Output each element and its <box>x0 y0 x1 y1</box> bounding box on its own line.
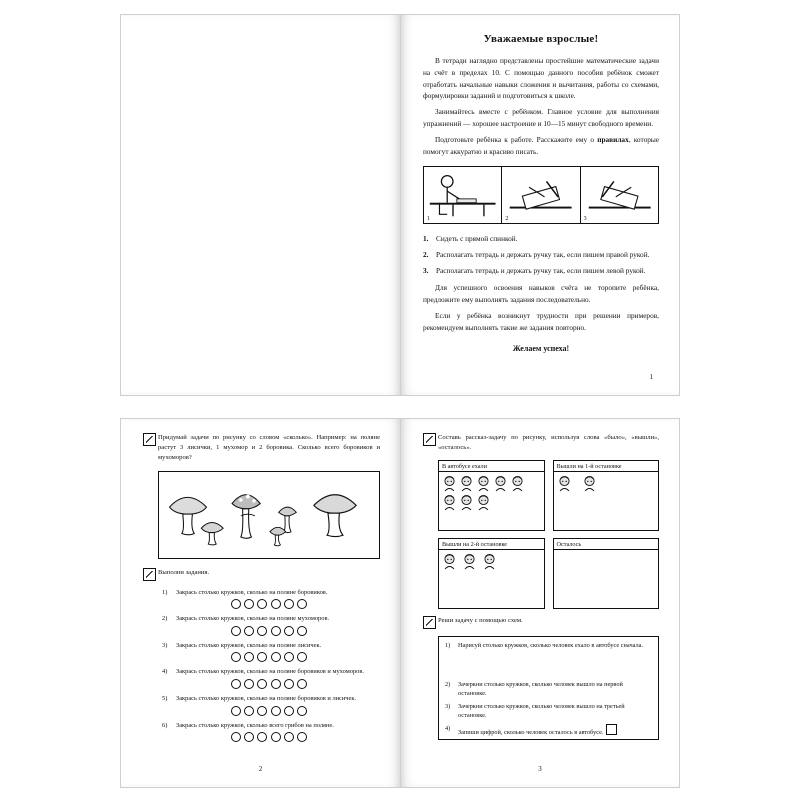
child-icon <box>442 494 457 511</box>
rule-number: 2. <box>423 249 429 259</box>
schema-draw-area[interactable] <box>445 654 652 680</box>
item-text: Закрась столько кружков, сколько на поляне боровиков. <box>176 588 328 596</box>
story-cell <box>553 538 660 609</box>
circle[interactable] <box>284 652 294 662</box>
circle[interactable] <box>244 652 254 662</box>
book-spread-bottom <box>120 418 680 788</box>
page-folio: 2 <box>258 765 263 773</box>
mushrooms-illustration <box>158 471 380 559</box>
right-hand-writing-icon <box>502 167 579 223</box>
circle[interactable] <box>297 652 307 662</box>
intro-paragraph-1: В тетради наглядно представлены простейшие математические задачи на счёт в пределах 10. С помощью данного пособия ребёнок сможет отработать начальные навыки сложения и вычитания, работы со схемами, формулировки заданий и подготовиться к школе. <box>423 56 659 101</box>
task-1-text: Составь рассказ-задачу по рисунку, используя слова «было», «вышли», «осталось». <box>438 434 659 452</box>
task-1 <box>423 433 659 453</box>
fly-agaric-1 <box>232 494 260 538</box>
story-cell-caption: Вышли на 1-й остановке <box>554 461 659 472</box>
circle[interactable] <box>231 679 241 689</box>
schema-item <box>445 702 652 721</box>
circle[interactable] <box>297 706 307 716</box>
list-item <box>158 721 380 731</box>
item-text: Закрась столько кружков, сколько на поляне боровиков и мухоморов. <box>176 668 364 676</box>
circle[interactable] <box>271 706 281 716</box>
list-item <box>158 694 380 704</box>
child-icon <box>476 494 491 511</box>
circle[interactable] <box>271 679 281 689</box>
circle[interactable] <box>271 732 281 742</box>
posture-figure-1 <box>424 167 502 223</box>
story-cell-caption: Вышли на 2-й остановке <box>439 539 544 550</box>
circle-row[interactable] <box>158 732 380 742</box>
child-icon <box>459 475 474 492</box>
page-tasks-left <box>120 418 400 788</box>
intro-body-after <box>423 282 659 333</box>
item-number: 6) <box>162 721 168 729</box>
intro-paragraph-4: Если у ребёнка возникнут трудности при решении примеров, рекомендуем выполнять такие же задания повторно. <box>423 311 659 332</box>
pencil-icon <box>143 568 156 581</box>
intro-paragraph-rules <box>423 134 659 158</box>
task-2 <box>143 568 380 581</box>
pencil-marker <box>143 568 158 581</box>
rule-item <box>423 233 659 244</box>
rules-lead: Подготовьте ребёнка к работе. Расскажите ему о <box>435 134 598 144</box>
item-number: 4) <box>445 724 451 732</box>
item-number: 3) <box>162 641 168 649</box>
item-text: Закрась столько кружков, сколько всего грибов на поляне. <box>176 721 334 729</box>
intro-title: Уважаемые взрослые! <box>483 33 599 45</box>
item-number: 5) <box>162 695 168 703</box>
story-cell-caption: В автобусе ехали <box>439 461 544 472</box>
task-1 <box>143 433 380 464</box>
circle[interactable] <box>244 599 254 609</box>
circle[interactable] <box>297 732 307 742</box>
child-icon <box>482 553 497 570</box>
item-number: 4) <box>162 668 168 676</box>
rules-bold: правилах <box>597 134 629 144</box>
rule-item <box>423 249 659 260</box>
circle[interactable] <box>231 599 241 609</box>
circle-row[interactable] <box>158 706 380 716</box>
circle[interactable] <box>244 732 254 742</box>
posture-figures <box>423 166 659 224</box>
circle-row[interactable] <box>158 679 380 689</box>
child-icon <box>442 553 457 570</box>
task-2-text: Реши задачу с помощью схем. <box>438 617 523 625</box>
page-tasks-right <box>400 418 680 788</box>
page-blank-left <box>120 14 400 396</box>
item-text-body: Запиши цифрой, сколько человек осталось в автобусе. <box>458 728 604 736</box>
boletus-1 <box>170 497 207 534</box>
item-text: Закрась столько кружков, сколько на поляне лисичек. <box>176 641 322 649</box>
circle[interactable] <box>284 679 294 689</box>
rules-tail: , которые помогут аккуратно и красиво писать. <box>423 134 660 156</box>
item-text: Зачеркни столько кружков, сколько человек вышло на третьей остановке. <box>458 702 625 720</box>
item-number: 1) <box>445 642 451 650</box>
circle[interactable] <box>244 626 254 636</box>
circle-row[interactable] <box>158 599 380 609</box>
story-cell-body <box>554 472 659 530</box>
intro-paragraph-2: Занимайтесь вместе с ребёнком. Главное условие для выполнения упражнений — хорошее настроение и 10—15 минут свободного времени. <box>423 107 659 129</box>
circle[interactable] <box>297 679 307 689</box>
circle[interactable] <box>257 626 267 636</box>
pencil-marker <box>423 616 438 629</box>
page-folio: 1 <box>649 373 653 381</box>
pencil-icon <box>423 616 436 629</box>
task-2-text: Выполни задания. <box>158 568 210 576</box>
circle-row[interactable] <box>158 652 380 662</box>
list-item <box>158 614 380 624</box>
circle[interactable] <box>231 626 241 636</box>
circle[interactable] <box>271 652 281 662</box>
circle[interactable] <box>257 732 267 742</box>
task-1-text: Придумай задачи по рисунку со словом «сколько». Например: на поляне растут 3 лисички, 1 мухомор и 2 боровика. Сколько всего боровиков и мухоморов? <box>158 434 380 462</box>
child-icon <box>462 553 477 570</box>
story-cell-body-empty[interactable] <box>554 550 659 608</box>
child-icon <box>510 475 525 492</box>
child-icon <box>493 475 508 492</box>
figure-number-3: 3 <box>583 215 587 222</box>
child-icon <box>557 475 572 492</box>
story-cell <box>438 460 545 531</box>
circle[interactable] <box>297 599 307 609</box>
list-item <box>158 641 380 651</box>
item-text: Закрась столько кружков, сколько на поляне мухоморов. <box>176 615 330 623</box>
circle[interactable] <box>284 599 294 609</box>
item-text <box>458 724 617 737</box>
rule-item <box>423 265 659 276</box>
posture-figure-2 <box>502 167 580 223</box>
circle-row[interactable] <box>158 626 380 636</box>
item-number: 2) <box>445 680 451 688</box>
story-cell-caption: Осталось <box>554 539 659 550</box>
book-spread-top <box>120 14 680 396</box>
schema-box[interactable] <box>438 636 659 740</box>
circle[interactable] <box>244 679 254 689</box>
mushrooms-svg <box>159 472 379 558</box>
circle[interactable] <box>231 732 241 742</box>
circle[interactable] <box>244 706 254 716</box>
circle[interactable] <box>297 626 307 636</box>
circle[interactable] <box>257 706 267 716</box>
left-hand-writing-icon <box>581 167 658 223</box>
item-number: 3) <box>445 702 451 710</box>
item-text: Нарисуй столько кружков, сколько человек ехало в автобусе сначала. <box>458 642 643 650</box>
circle[interactable] <box>271 626 281 636</box>
schema-item <box>445 680 652 699</box>
intro-body <box>423 55 659 158</box>
schema-item <box>445 724 652 737</box>
figure-number-2: 2 <box>505 215 509 222</box>
chanterelle-2 <box>270 527 286 545</box>
schema-item <box>445 641 652 650</box>
pencil-icon <box>143 433 156 446</box>
circle[interactable] <box>271 599 281 609</box>
wish-text: Желаем успеха! <box>512 343 570 353</box>
rule-text: Располагать тетрадь и держать ручку так, если пишем правой рукой. <box>436 249 650 259</box>
story-cell <box>438 538 545 609</box>
circle[interactable] <box>231 706 241 716</box>
story-cell <box>553 460 660 531</box>
circle[interactable] <box>257 679 267 689</box>
sitting-posture-icon <box>424 167 501 223</box>
circle[interactable] <box>257 599 267 609</box>
item-number: 1) <box>162 588 168 596</box>
boletus-2 <box>201 522 223 544</box>
task-2 <box>423 616 659 629</box>
pencil-icon <box>423 433 436 446</box>
rule-number: 3. <box>423 266 429 276</box>
figure-number-1: 1 <box>427 215 430 222</box>
item-number: 2) <box>162 615 168 623</box>
circle[interactable] <box>284 626 294 636</box>
bus-story-row-1 <box>438 460 659 531</box>
pencil-marker <box>423 433 438 453</box>
circle[interactable] <box>257 652 267 662</box>
posture-figure-3 <box>581 167 658 223</box>
child-icon <box>442 475 457 492</box>
list-item <box>158 667 380 677</box>
child-icon <box>459 494 474 511</box>
bus-story-row-2 <box>438 538 659 609</box>
circle[interactable] <box>231 652 241 662</box>
circle[interactable] <box>284 706 294 716</box>
story-cell-body <box>439 472 544 530</box>
pencil-marker <box>143 433 158 464</box>
answer-box[interactable] <box>606 724 617 735</box>
page-intro <box>400 14 680 396</box>
child-icon <box>476 475 491 492</box>
list-item <box>158 588 380 598</box>
rule-text: Сидеть с прямой спинкой. <box>436 233 518 243</box>
intro-paragraph-3: Для успешного освоения навыков счёта не торопите ребёнка, предложите ему выполнять задания последовательно. <box>423 283 659 305</box>
child-icon <box>582 475 597 492</box>
story-cell-body <box>439 550 544 608</box>
item-text: Закрась столько кружков, сколько на поляне боровиков и лисичек. <box>176 695 357 703</box>
rule-text: Располагать тетрадь и держать ручку так, если пишем левой рукой. <box>436 266 646 276</box>
rule-number: 1. <box>423 233 429 243</box>
circle[interactable] <box>284 732 294 742</box>
rules-list <box>423 233 659 277</box>
item-text: Зачеркни столько кружков, сколько человек вышло на первой остановке. <box>458 680 623 698</box>
page-folio: 3 <box>538 765 542 773</box>
task-2-items <box>158 588 380 743</box>
boletus-3 <box>314 494 356 536</box>
